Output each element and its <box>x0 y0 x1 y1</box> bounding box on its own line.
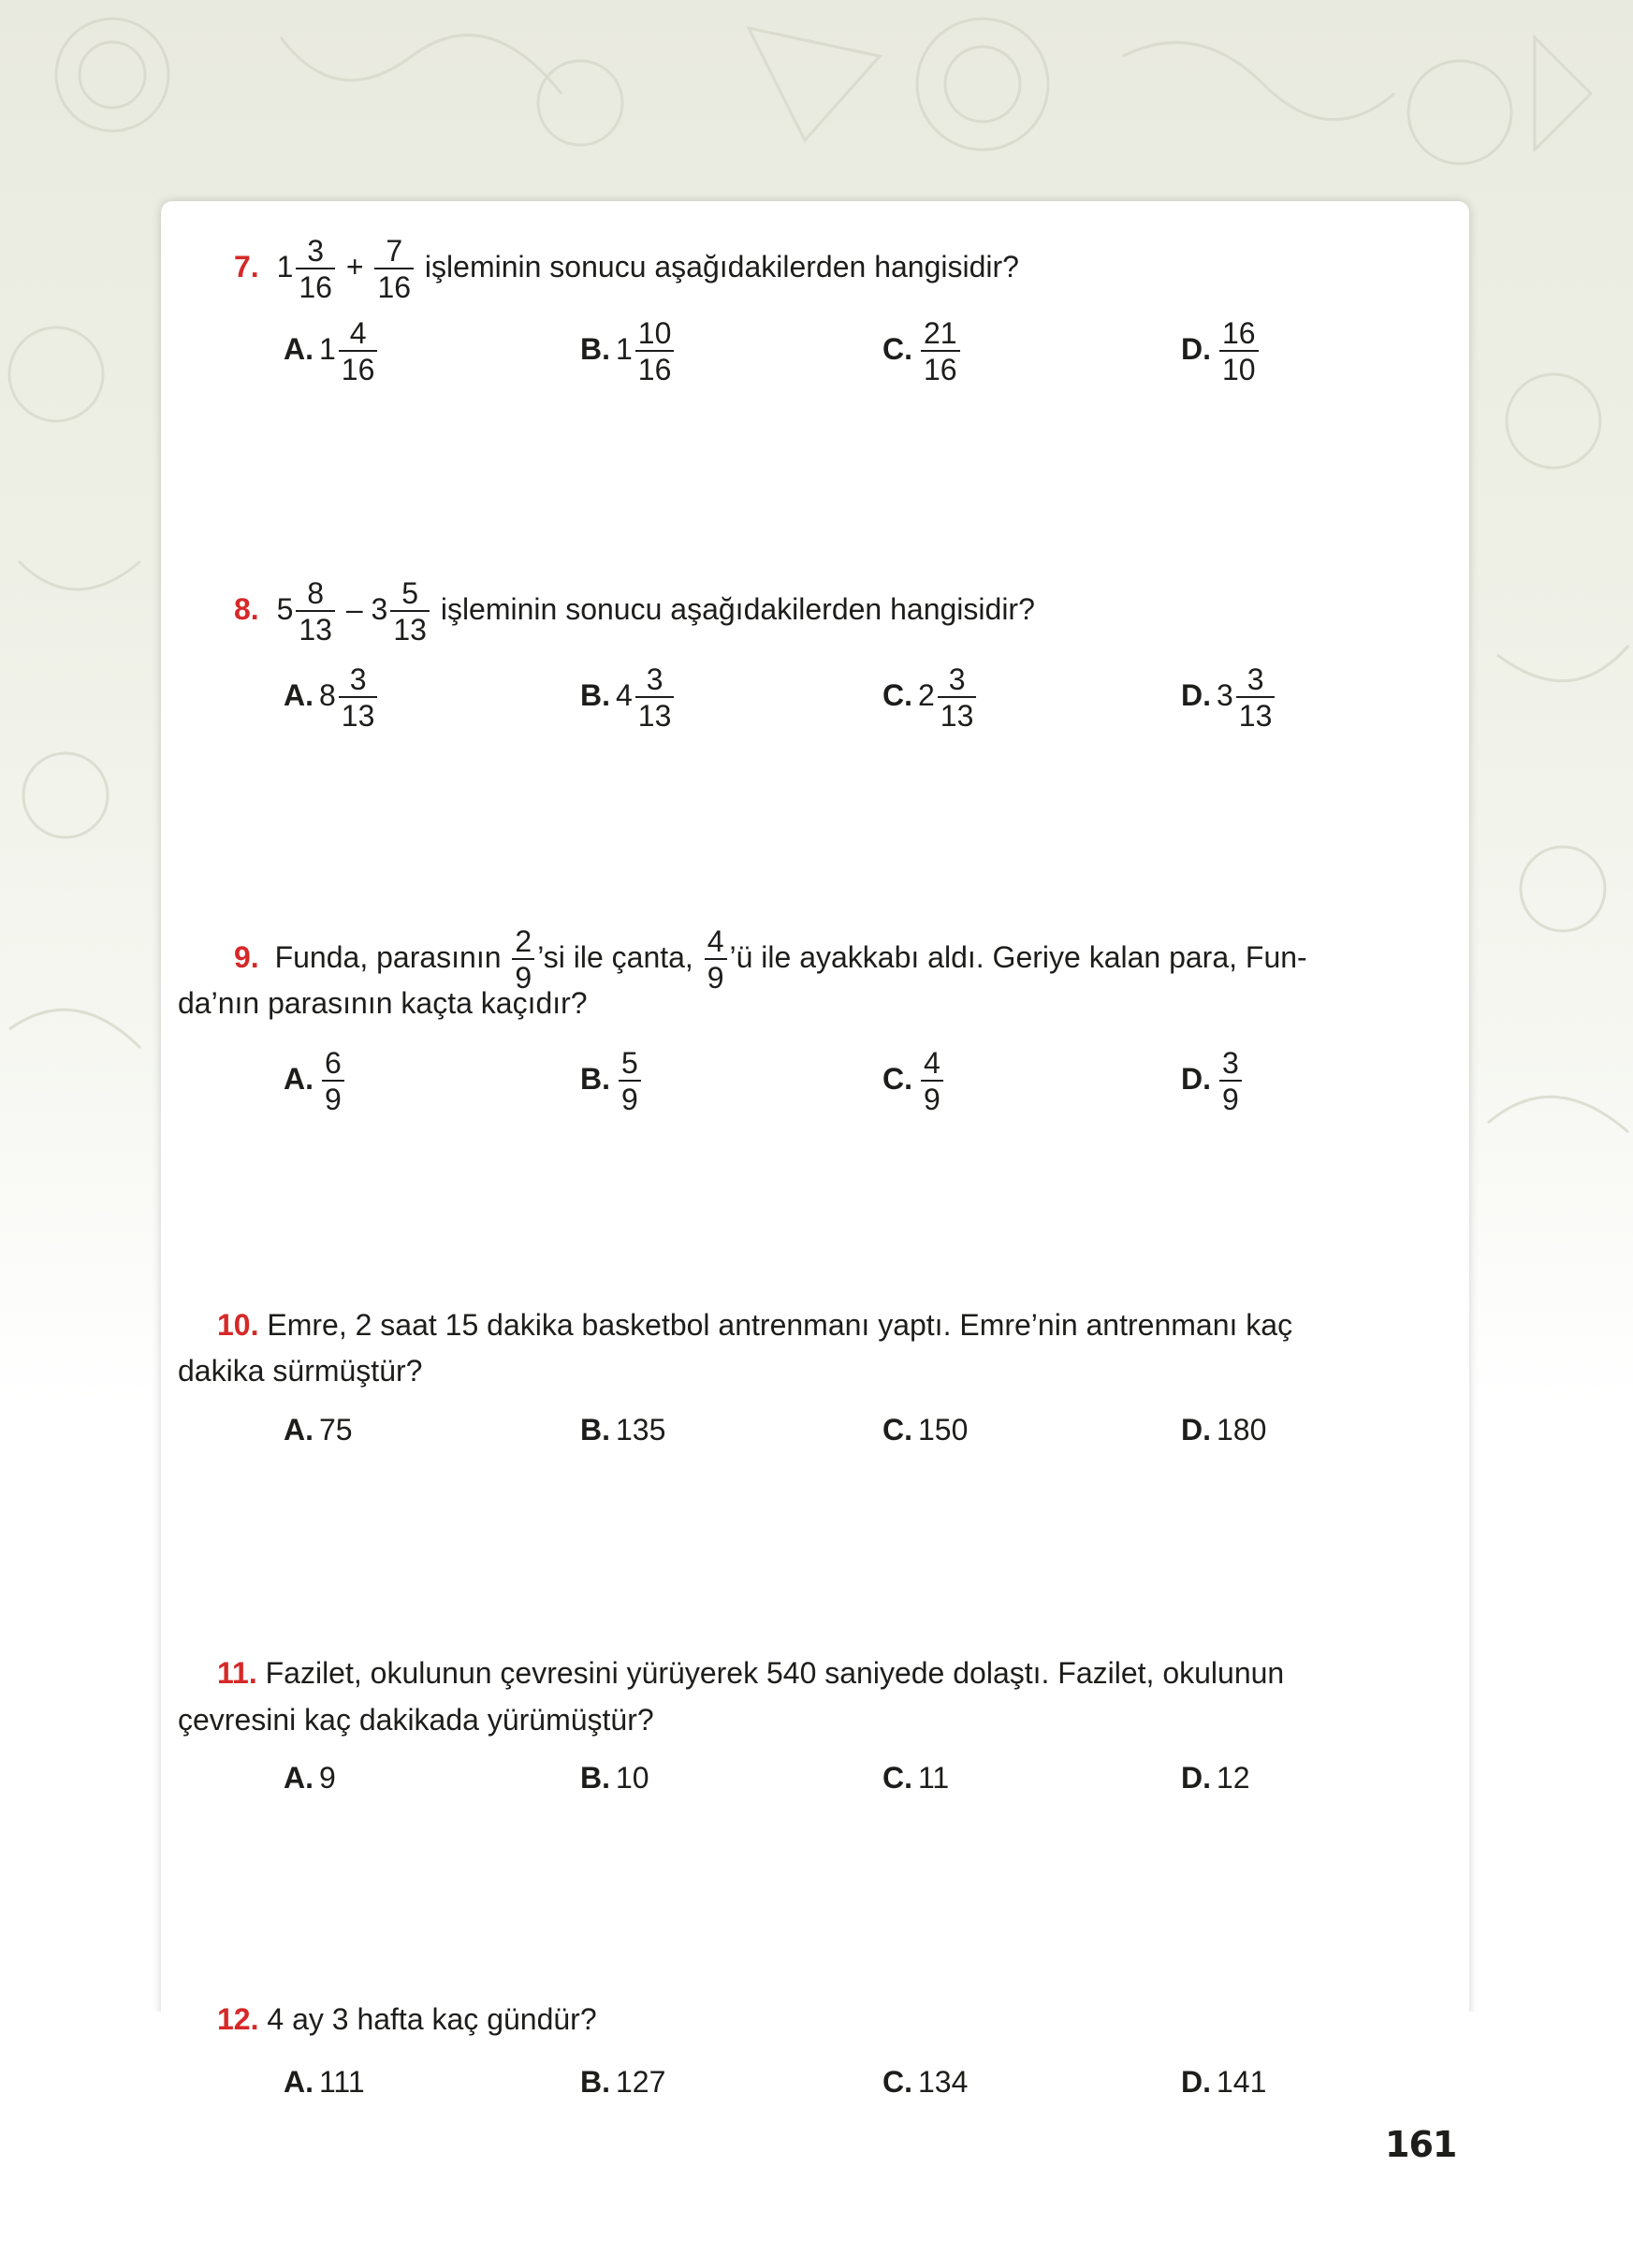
question-number: 8. <box>234 591 259 626</box>
question-10-line1: 10. Emre, 2 saat 15 dakika basketbol antrenmanı yaptı. Emre’nin antrenmanı kaç <box>217 1308 1293 1342</box>
operator: + <box>345 249 364 284</box>
option-b[interactable]: B. 127 <box>580 2065 666 2099</box>
option-a[interactable]: A. 9 <box>284 1761 336 1795</box>
option-d[interactable]: D. 141 <box>1181 2065 1267 2099</box>
option-c[interactable]: C. $\frac{4}{9}$ <box>882 1048 946 1114</box>
fraction: $\frac{7}{16}$ <box>374 236 414 302</box>
option-b[interactable]: B. $\frac{5}{9}$ <box>580 1048 644 1114</box>
question-number: 7. <box>234 249 259 284</box>
option-a[interactable]: A. 1 $\frac{4}{16}$ <box>284 318 380 385</box>
option-b[interactable]: B. 135 <box>580 1413 666 1447</box>
option-b[interactable]: B. 10 <box>580 1761 649 1795</box>
option-d[interactable]: D. 12 <box>1181 1761 1250 1795</box>
option-c[interactable]: C. 150 <box>882 1413 969 1447</box>
question-11-line2: çevresini kaç dakikada yürümüştür? <box>178 1703 654 1737</box>
option-a[interactable]: A. 8 $\frac{3}{13}$ <box>284 664 380 731</box>
option-c[interactable]: C. 134 <box>882 2065 969 2099</box>
question-9-stem: 9. Funda, parasının $\frac{2}{9}$ ’si ile çanta, $\frac{4}{9}$ ’ü ile ayakkabı aldı. Geriye kalan para, Fun- <box>234 924 1307 995</box>
question-7-stem <box>234 236 1019 302</box>
option-d[interactable]: D. 180 <box>1181 1413 1267 1447</box>
question-9-line2: da’nın parasının kaçta kaçıdır? <box>178 986 588 1020</box>
fraction: $\frac{3}{16}$ <box>296 236 335 302</box>
option-c[interactable]: C. 2 $\frac{3}{13}$ <box>882 664 979 731</box>
option-a[interactable]: A. 111 <box>284 2065 365 2099</box>
option-d[interactable]: D. 3 $\frac{3}{13}$ <box>1181 664 1277 731</box>
option-d[interactable]: D. $\frac{3}{9}$ <box>1181 1048 1245 1114</box>
question-text: işleminin sonucu aşağıdakilerden hangisidir? <box>424 249 1019 284</box>
option-a[interactable]: A. 75 <box>284 1413 353 1447</box>
question-card <box>161 201 1469 2082</box>
option-b[interactable]: B. 1 $\frac{10}{16}$ <box>580 318 677 385</box>
option-b[interactable]: B. 4 $\frac{3}{13}$ <box>580 664 677 731</box>
page-number: 161 <box>1385 2124 1457 2165</box>
option-d[interactable]: D. $\frac{16}{10}$ <box>1181 318 1261 385</box>
option-c[interactable]: C. $\frac{21}{16}$ <box>882 318 963 385</box>
option-a[interactable]: A. $\frac{6}{9}$ <box>284 1048 347 1114</box>
question-8-stem: 8. 5 $\frac{8}{13}$ – 3 $\frac{5}{13}$ işleminin sonucu aşağıdakilerden hangisidir? <box>234 576 1035 647</box>
whole-part: 1 <box>276 249 294 284</box>
question-11-line1: 11. Fazilet, okulunun çevresini yürüyerek 540 saniyede dolaştı. Fazilet, okulunun <box>217 1656 1285 1690</box>
question-12-line1: 12. 4 ay 3 hafta kaç gündür? <box>217 2002 597 2036</box>
question-text: işleminin sonucu aşağıdakilerden hangisidir? <box>440 591 1035 626</box>
option-c[interactable]: C. 11 <box>882 1761 950 1795</box>
question-10-line2: dakika sürmüştür? <box>178 1354 423 1388</box>
